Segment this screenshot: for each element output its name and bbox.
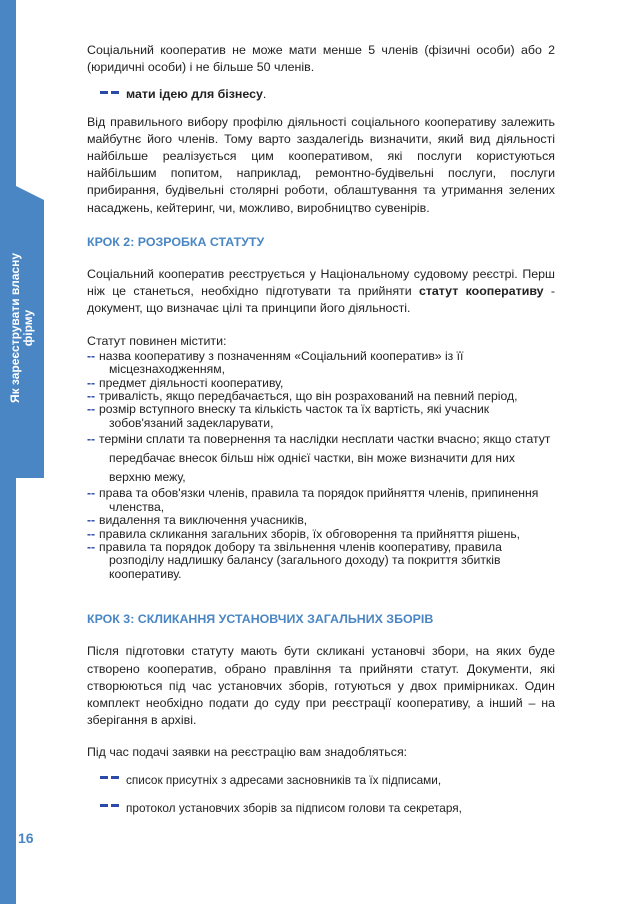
- list-marker: --: [87, 539, 96, 554]
- idea-bullet: [100, 86, 555, 103]
- list-item: -- тривалість, якщо передбачається, що він розрахований на певний період,: [87, 389, 518, 404]
- list-item: -- правила та порядок добору та звільнення членів кооперативу, правила розподілу надлишку балансу (загального доходу) та покриття збитків кооперативу.: [87, 539, 502, 581]
- step2-paragraph: [87, 266, 555, 318]
- list-marker: --: [87, 348, 96, 363]
- chapter-tab-line1: Як зареєструвати власну: [8, 252, 23, 404]
- list-item: -- розмір вступного внеску та кількість часток та їх вартість, які учасник зобов'язаний задекларувати,: [87, 402, 490, 430]
- step2-para-bold: статут кооперативу: [418, 284, 544, 299]
- dash-bullet-icon: [100, 776, 120, 784]
- list-marker: --: [87, 402, 96, 417]
- list-marker: --: [87, 526, 96, 541]
- needs-item-1: [100, 772, 555, 789]
- page-number: 16: [18, 830, 34, 846]
- step2-para-a: Соціальний кооператив реєструється у Національному судовому реєстрі. Перш ніж це станеться, необхідно підготувати та прийняти: [87, 267, 555, 299]
- chapter-tab-label: [0, 178, 44, 478]
- profile-paragraph: Від правильного вибору профілю діяльності соціального кооперативу залежить майбутнє його членів. Тому варто заздалегідь визначити, який вид діяльності найбільше реалізується цим кооперативом, які послуги користуються найбільшим попитом, наприклад, ремонтно-будівельні послуги, послуги прибирання, будівельні столярні роботи, облаштування та утримання зелених насаджень, кейтеринг, чи, можливо, виробництво сувенірів.: [87, 114, 555, 215]
- page-content: [87, 42, 555, 817]
- list-marker: --: [87, 486, 96, 501]
- list-item: -- назва кооперативу з позначенням «Соціальний кооператив» із її місцезнаходженням,: [87, 348, 464, 377]
- list-item: -- права та обов'язки членів, правила та порядок прийняття членів, припинення членства,: [87, 486, 539, 514]
- idea-bullet-period: .: [262, 87, 267, 102]
- list-marker: --: [87, 389, 96, 404]
- list-item: -- видалення та виключення учасників,: [87, 513, 308, 528]
- step2-heading: КРОК 2: РОЗРОБКА СТАТУТУ: [87, 234, 265, 249]
- dash-bullet-icon: [100, 804, 120, 812]
- needs-intro: Під час подачі заявки на реєстрацію вам знадобляться:: [87, 745, 408, 760]
- intro-paragraph: Соціальний кооператив не може мати менше 5 членів (фізичні особи) або 2 (юридичні особи) і не більше 50 членів.: [87, 43, 555, 75]
- dash-bullet-icon: [100, 91, 120, 99]
- list-item: -- терміни сплати та повернення та наслідки несплати частки вчасно; якщо статут передбачає внесок більш ніж однієї частки, він може визначити для них верхню межу,: [87, 432, 551, 485]
- needs-item-text: протокол установчих зборів за підписом голови та секретаря,: [126, 800, 462, 815]
- idea-bullet-text: мати ідею для бізнесу: [126, 87, 263, 102]
- needs-item-2: [100, 800, 555, 817]
- step2-para-b: - документ, що визначає цілі та принципи його діяльності.: [87, 284, 555, 316]
- step3-heading: КРОК 3: СКЛИКАННЯ УСТАНОВЧИХ ЗАГАЛЬНИХ ЗБОРІВ: [87, 612, 434, 627]
- list-marker: --: [87, 513, 96, 528]
- statute-list: [87, 350, 555, 581]
- chapter-tab-line2: фірму: [21, 309, 36, 347]
- list-marker: --: [87, 375, 96, 390]
- list-item: -- правила скликання загальних зборів, їх обговорення та прийняття рішень,: [87, 526, 521, 541]
- list-marker: --: [87, 432, 96, 447]
- needs-item-text: список присутніх з адресами засновників та їх підписами,: [126, 772, 442, 787]
- statute-list-intro: Статут повинен містити:: [87, 333, 227, 348]
- step3-paragraph: Після підготовки статуту мають бути скликані установчі збори, на яких буде створено кооператив, обрано правління та прийняти статут. Документи, які створюються під час установчих зборів, готуються у двох примірниках. Один комплект необхідно подати до суду при реєстрації кооперативу, а інший – на зберігання в архіві.: [87, 644, 555, 728]
- list-item: -- предмет діяльності кооперативу,: [87, 375, 284, 390]
